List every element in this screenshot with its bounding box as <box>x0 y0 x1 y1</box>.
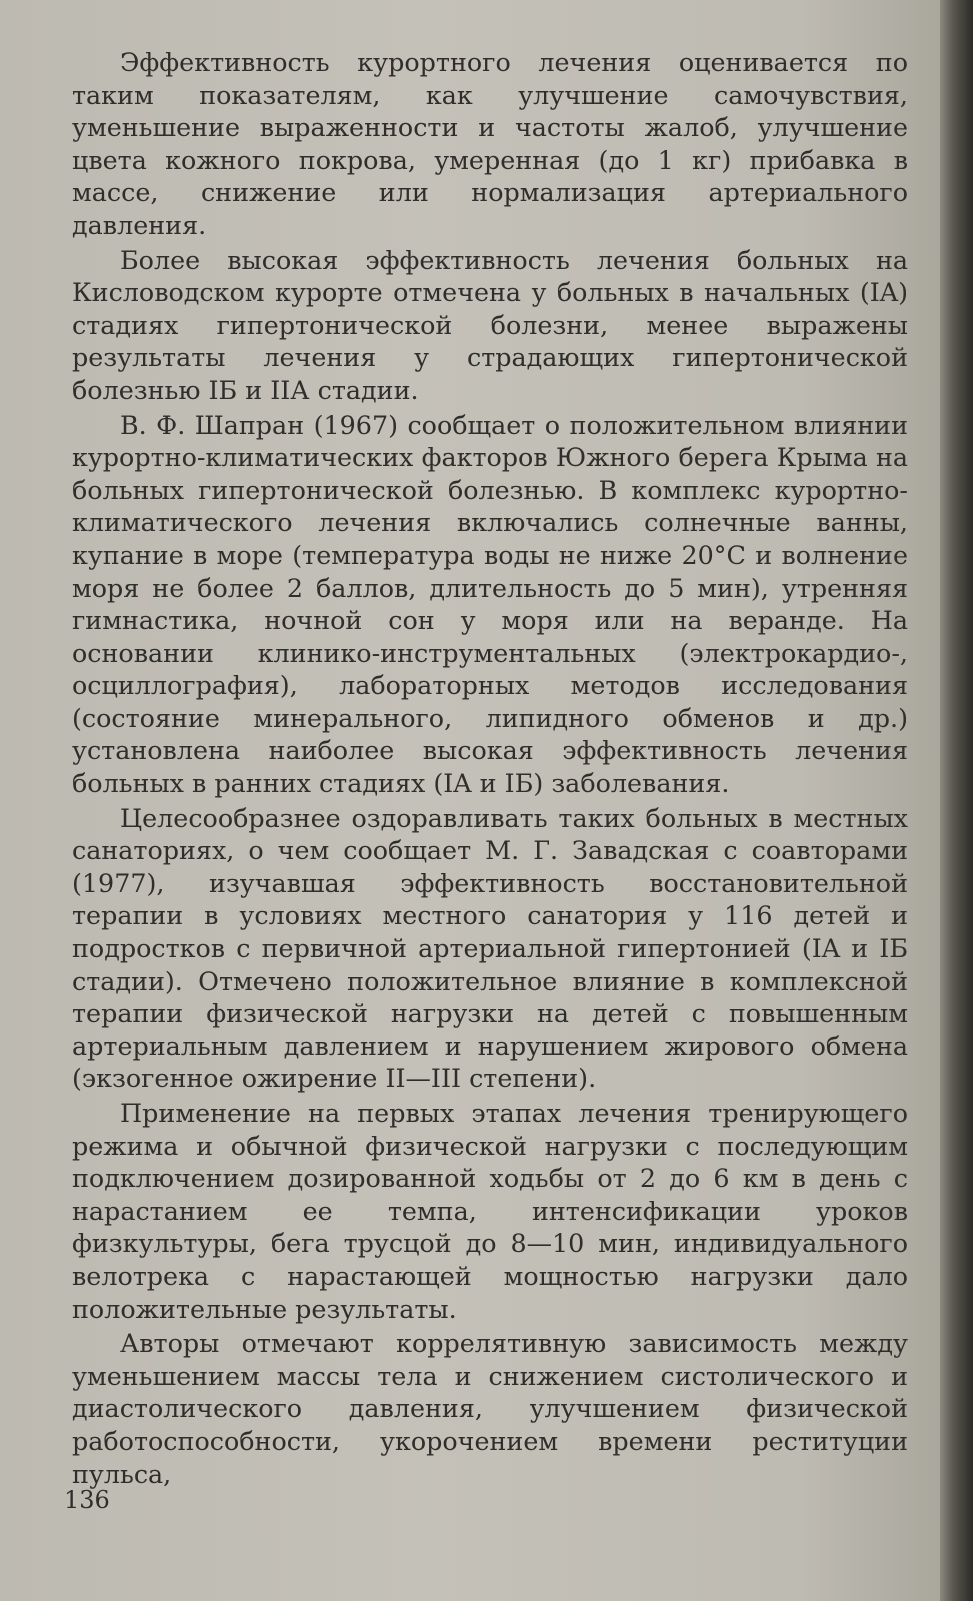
book-spine-shadow <box>940 0 973 1601</box>
body-text <box>72 46 908 1492</box>
paragraph: Целесообразнее оздоравливать таких больных в местных санаториях, о чем сообщает М. Г. Завадская с соавторами (1977), изучавшая эффективность восстановительной терапии в условиях местного санатория у 116 детей и подростков с первичной артериальной гипертонией (IA и IБ стадии). Отмечено положительное влияние в комплексной терапии физической нагрузки на детей с повышенным артериальным давлением и нарушением жирового обмена (экзогенное ожирение II—III степени). <box>72 802 908 1094</box>
page-number: 136 <box>64 1486 110 1514</box>
paragraph: Более высокая эффективность лечения больных на Кисловодском курорте отмечена у больных в начальных (IA) стадиях гипертонической болезни, менее выражены результаты лечения у страдающих гипертонической болезнью IБ и IIА стадии. <box>72 244 908 405</box>
paragraph: Применение на первых этапах лечения тренирующего режима и обычной физической нагрузки с последующим подключением дозированной ходьбы от 2 до 6 км в день с нарастанием ее темпа, интенсификации уроков физкультуры, бега трусцой до 8—10 мин, индивидуального велотрека с нарастающей мощностью нагрузки дало положительные результаты. <box>72 1098 908 1324</box>
paragraph: Авторы отмечают коррелятивную зависимость между уменьшением массы тела и снижением систолического и диастолического давления, улучшением физической работоспособности, укорочением времени реституции пульса, <box>72 1328 908 1489</box>
paragraph: В. Ф. Шапран (1967) сообщает о положительном влиянии курортно-климатических факторов Южного берега Крыма на больных гипертонической болезнью. В комплекс курортно-климатического лечения включались солнечные ванны, купание в море (температура воды не ниже 20°С и волнение моря не более 2 баллов, длительность до 5 мин), утренняя гимнастика, ночной сон у моря или на веранде. На основании клинико-инструментальных (электрокардио-, осциллография), лабораторных методов исследования (состояние минерального, липидного обменов и др.) установлена наиболее высокая эффективность лечения больных в ранних стадиях (IA и IБ) заболевания. <box>72 409 908 799</box>
paragraph: Эффективность курортного лечения оценивается по таким показателям, как улучшение самочувствия, уменьшение выраженности и частоты жалоб, улучшение цвета кожного покрова, умеренная (до 1 кг) прибавка в массе, снижение или нормализация артериального давления. <box>72 47 908 240</box>
